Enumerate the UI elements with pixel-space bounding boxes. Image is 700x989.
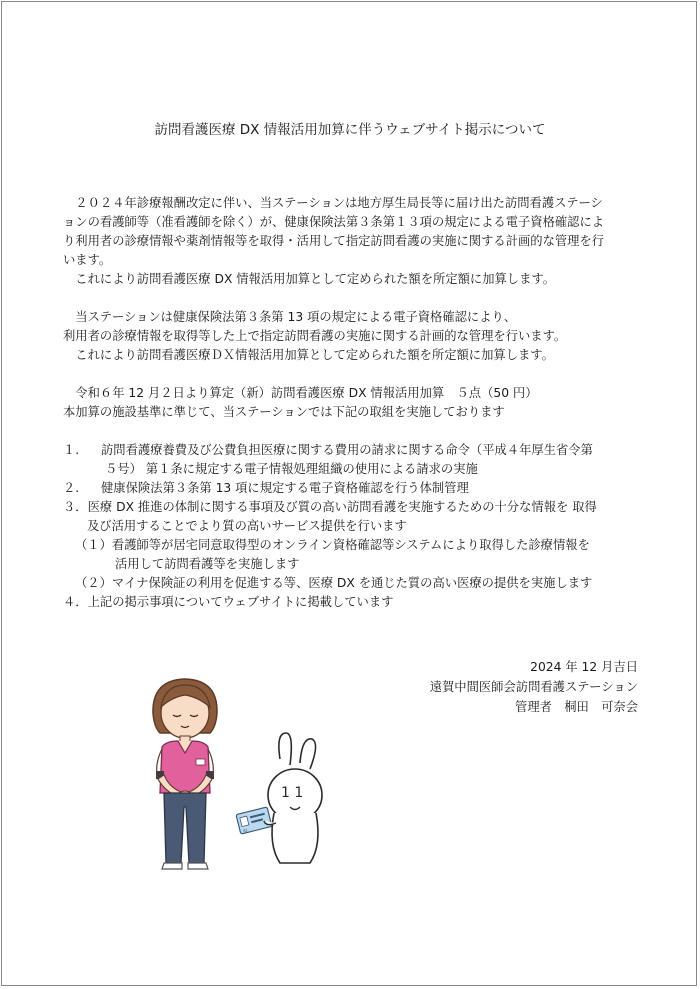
list-item (63, 441, 643, 460)
list-item-continuation: 及び活用することでより質の高いサービス提供を行います (87, 519, 407, 533)
paragraph-line: これにより訪問看護医療ＤＸ情報活用加算として定められた額を所定額に加算します。 (63, 348, 554, 362)
paragraph-line: 本加算の施設基準に準じて、当ステーションでは下記の取組を実施しております (63, 405, 505, 419)
paragraph-line: 利用者の診療情報を取得等した上で指定訪問看護の実施に関する計画的な管理を行います。 (63, 329, 567, 343)
signature-block (430, 657, 638, 717)
sub-item-continuation: 活用して訪問看護等を実施します (115, 557, 300, 571)
paragraph-electronic-check (63, 308, 643, 365)
signature-date: 2024 年 12 月吉日 (530, 660, 638, 674)
initiatives-list (63, 441, 643, 612)
item-text: 健康保険法第３条第 13 項に規定する電子資格確認を行う体制管理 (101, 481, 469, 495)
document-body (63, 194, 643, 612)
illustration (140, 675, 340, 875)
card-label: ID (242, 827, 248, 834)
paragraph-line: 当ステーションは健康保険法第３条第 13 項の規定による電子資格確認により、 (63, 310, 517, 324)
paragraph-line: います。 (63, 253, 112, 267)
paragraph-line: ２０２４年診療報酬改定に伴い、当ステーションは地方厚生局長等に届け出た訪問看護ステーシ (63, 196, 603, 210)
page-title: 訪問看護医療 DX 情報活用加算に伴うウェブサイト掲示について (154, 122, 546, 138)
list-item-continuation: ５号） 第１条に規定する電子情報処理組織の使用による請求の実施 (105, 462, 478, 476)
item-number: １. (63, 443, 80, 457)
paragraph-line: り利用者の診療情報や薬剤情報等を取得・活用して指定訪問看護の実施に関する計画的な管理を行 (63, 234, 605, 248)
signature-manager: 管理者 桐田 可奈会 (515, 700, 638, 714)
paragraph-line: ョンの看護師等（准看護師を除く）が、健康保険法第３条第１３項の規定による電子資格確認によ (63, 215, 605, 229)
nurse-illustration (153, 679, 217, 869)
paragraph-revision (63, 194, 643, 289)
paragraph-calculation (63, 384, 643, 422)
paragraph-line: 令和６年 12 月２日より算定（新）訪問看護医療 DX 情報活用加算 ５点（50 円） (63, 386, 538, 400)
list-item: ３．医療 DX 推進の体制に関する事項及び質の高い訪問看護を実施するための十分な情報を 取得 (63, 500, 597, 514)
item-text: 訪問看護療養費及び公費負担医療に関する費用の請求に関する命令（平成４年厚生省令第 (101, 443, 593, 457)
paragraph-line: これにより訪問看護医療 DX 情報活用加算として定められた額を所定額に加算します。 (63, 272, 556, 286)
item-number: ２. (63, 481, 80, 495)
sub-item: （２）マイナ保険証の利用を促進する等、医療 DX を通じた質の高い医療の提供を実施します (75, 576, 593, 590)
mascot-eyes-text: 1 1 (281, 785, 304, 801)
rabbit-mascot-illustration (236, 733, 322, 863)
sub-item: （１）看護師等が居宅同意取得型のオンライン資格確認等システムにより取得した診療情報を (75, 538, 590, 552)
list-item: ４．上記の掲示事項についてウェブサイトに掲載しています (63, 595, 394, 609)
signature-organization: 遠賀中間医師会訪問看護ステーション (429, 680, 638, 694)
list-item (63, 479, 643, 498)
